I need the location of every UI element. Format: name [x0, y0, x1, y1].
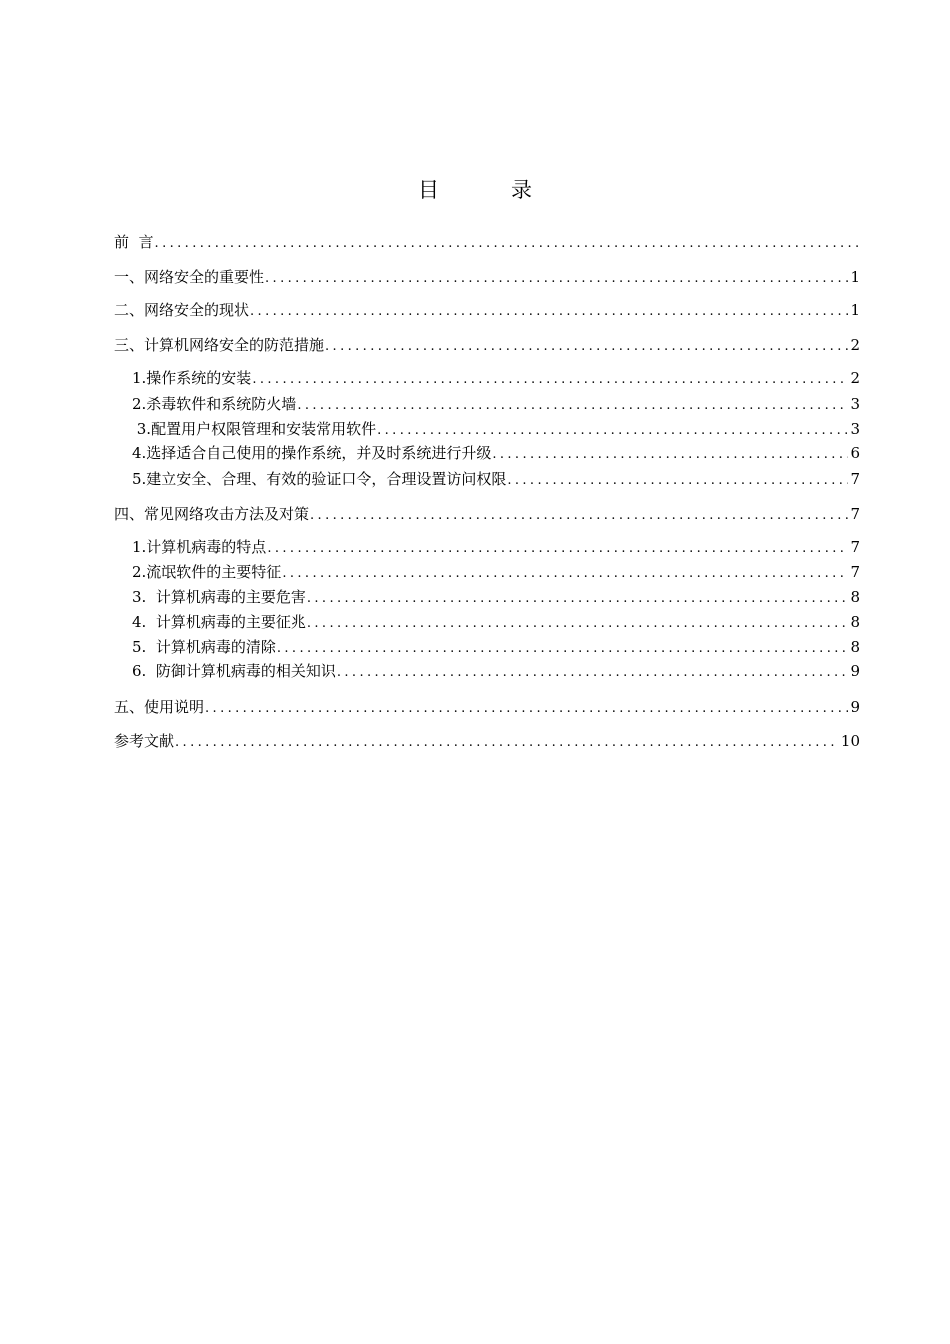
toc-entry-page: 9	[850, 662, 860, 680]
toc-entry-4-2[interactable]	[132, 562, 860, 584]
toc-entry-preface[interactable]	[114, 232, 860, 254]
toc-leader	[265, 269, 848, 289]
toc-title-left: 目	[418, 178, 439, 202]
toc-entry-page: 8	[850, 638, 860, 656]
toc-entry-4-5[interactable]	[132, 637, 860, 659]
toc-entry-label: 一、网络安全的重要性	[114, 268, 265, 286]
toc-entry-4-1[interactable]	[132, 537, 860, 559]
toc-entry-page: 6	[850, 444, 860, 462]
toc-entry-label: 1.操作系统的安装	[132, 369, 252, 387]
toc-entry-page: 2	[850, 336, 860, 354]
toc-entry-3-3[interactable]	[132, 419, 860, 441]
toc-entry-label: 4.选择适合自己使用的操作系统，并及时系统进行升级	[132, 444, 492, 462]
toc-entry-4-4[interactable]	[132, 612, 860, 634]
toc-entry-page: 10	[840, 732, 860, 750]
toc-entry-label: 前 言	[114, 233, 154, 251]
toc-entry-3-1[interactable]	[132, 368, 860, 390]
toc-entry-page: 8	[850, 588, 860, 606]
toc-entry-3-4[interactable]	[132, 443, 860, 465]
toc-entry-label: 2.杀毒软件和系统防火墙	[132, 395, 297, 413]
toc-leader	[310, 506, 848, 526]
toc-entry-page: 8	[850, 613, 860, 631]
toc-entry-page: 9	[850, 698, 860, 716]
toc-leader	[307, 614, 849, 634]
toc-leader	[377, 421, 848, 441]
toc-leader	[277, 639, 849, 659]
toc-entry-page: 7	[850, 470, 860, 488]
toc-entry-label: 3. 计算机病毒的主要危害	[132, 588, 306, 606]
toc-leader	[155, 234, 858, 254]
toc-entry-page: 7	[850, 538, 860, 556]
toc-entry-page: 2	[850, 369, 860, 387]
toc-entry-page: 1	[850, 268, 860, 286]
toc-leader	[205, 699, 848, 719]
toc-leader	[267, 539, 848, 559]
toc-entry-5[interactable]	[114, 697, 860, 719]
toc-entry-label: 1.计算机病毒的特点	[132, 538, 267, 556]
toc-entry-3[interactable]	[114, 335, 860, 357]
toc-entry-references[interactable]	[114, 731, 860, 753]
toc-entry-label: 6. 防御计算机病毒的相关知识	[132, 662, 336, 680]
toc-entry-4[interactable]	[114, 504, 860, 526]
toc-entry-4-3[interactable]	[132, 587, 860, 609]
toc-entry-page: 3	[850, 395, 860, 413]
toc-entry-2[interactable]	[114, 300, 860, 322]
toc-entry-label: 4. 计算机病毒的主要征兆	[132, 613, 306, 631]
toc-leader	[307, 589, 849, 609]
toc-entry-label: 二、网络安全的现状	[114, 301, 250, 319]
toc-entry-label: 五、使用说明	[114, 698, 205, 716]
toc-entry-label: 四、常见网络攻击方法及对策	[114, 505, 310, 523]
toc-title	[0, 174, 950, 204]
toc-entry-3-5[interactable]	[132, 469, 860, 491]
toc-entry-label: 5.建立安全、合理、有效的验证口令，合理设置访问权限	[132, 470, 507, 488]
toc-leader	[337, 663, 849, 683]
toc-title-right: 录	[511, 178, 532, 202]
toc-leader	[175, 733, 839, 753]
toc-leader	[252, 370, 848, 390]
toc-entry-label: 5. 计算机病毒的清除	[132, 638, 276, 656]
toc-leader	[282, 564, 848, 584]
toc-entry-page: 1	[850, 301, 860, 319]
toc-entry-1[interactable]	[114, 267, 860, 289]
toc-entry-label: 3.配置用户权限管理和安装常用软件	[132, 420, 377, 438]
toc-entry-label: 2.流氓软件的主要特征	[132, 563, 282, 581]
toc-entry-page: 7	[850, 563, 860, 581]
toc-entry-4-6[interactable]	[132, 661, 860, 683]
toc-entry-page: 3	[850, 420, 860, 438]
toc-leader	[507, 471, 848, 491]
toc-entry-label: 参考文献	[114, 732, 175, 750]
toc-leader	[250, 302, 848, 322]
toc-leader	[297, 396, 848, 416]
toc-entry-3-2[interactable]	[132, 394, 860, 416]
toc-entry-page: 7	[850, 505, 860, 523]
toc-leader	[325, 337, 848, 357]
toc-entry-label: 三、计算机网络安全的防范措施	[114, 336, 325, 354]
toc-leader	[492, 445, 848, 465]
